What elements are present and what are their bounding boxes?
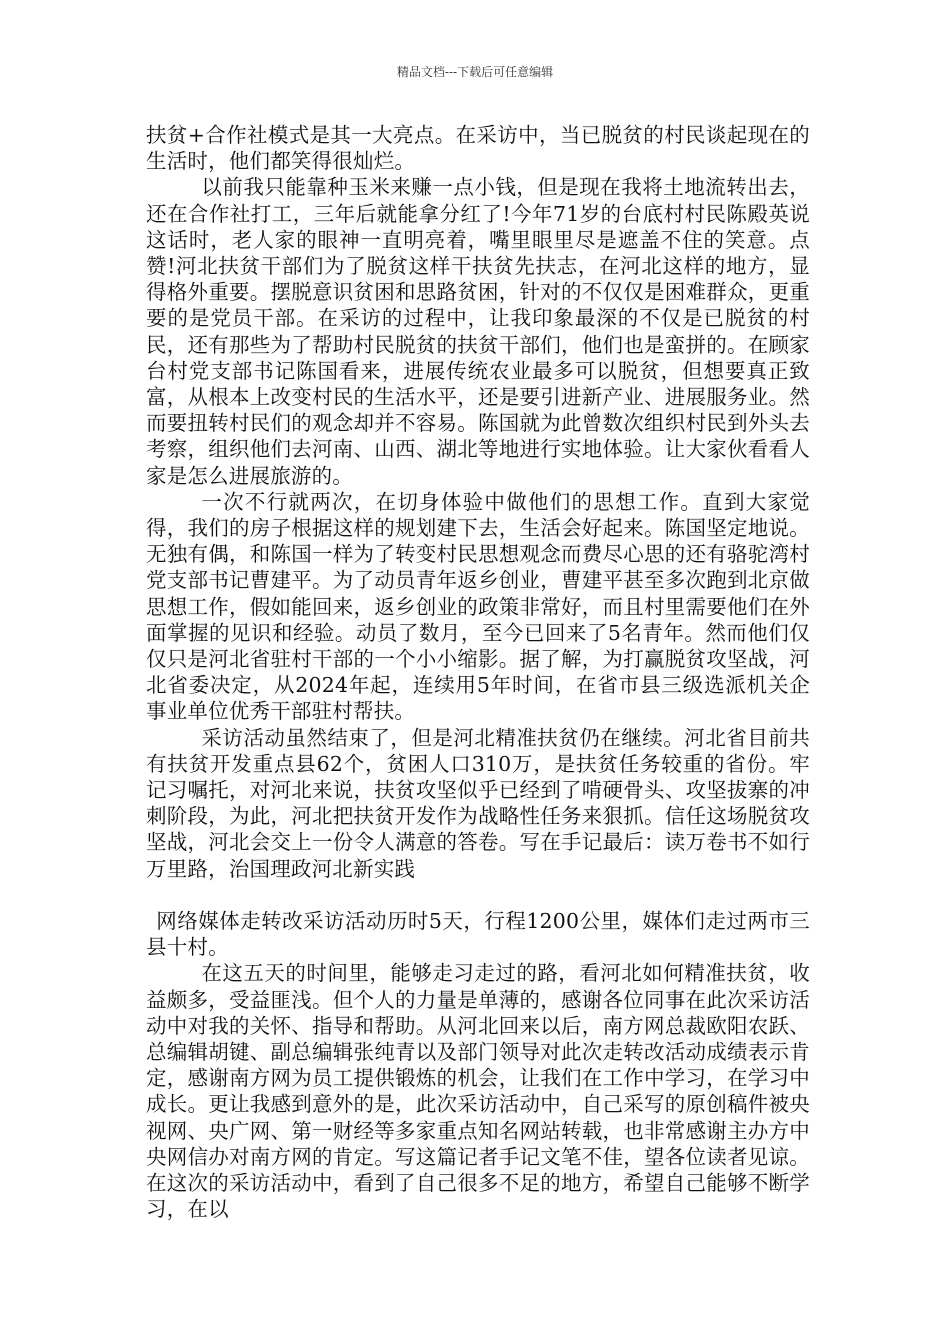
document-header: 精品文档---下载后可任意编辑 [396, 65, 554, 79]
paragraph-1: 扶贫+合作社模式是其一大亮点。在采访中，当已脱贫的村民谈起现在的生活时，他们都笑得很灿烂。 [146, 123, 810, 174]
paragraph-2: 以前我只能靠种玉米来赚一点小钱，但是现在我将土地流转出去，还在合作社打工，三年后就能拿分红了!今年71岁的台底村村民陈殿英说这话时，老人家的眼神一直明亮着，嘴里眼里尽是遮盖不住的笑意。点赞!河北扶贫干部们为了脱贫这样干扶贫先扶志，在河北这样的地方，显得格外重要。摆脱意识贫困和思路贫困，针对的不仅仅是困难群众，更重要的是党员干部。在采访的过程中，让我印象最深的不仅是已脱贫的村民，还有那些为了帮助村民脱贫的扶贫干部们，他们也是蛮拼的。在顾家台村党支部书记陈国看来，进展传统农业最多可以脱贫，但想要真正致富，从根本上改变村民的生活水平，还是要引进新产业、进展服务业。然而要扭转村民们的观念却并不容易。陈国就为此曾数次组织村民到外头去考察，组织他们去河南、山西、湖北等地进行实地体验。让大家伙看看人家是怎么进展旅游的。 [146, 175, 810, 488]
paragraph-3: 一次不行就两次，在切身体验中做他们的思想工作。直到大家觉得，我们的房子根据这样的规划建下去，生活会好起来。陈国坚定地说。无独有偶，和陈国一样为了转变村民思想观念而费尽心思的还有骆驼湾村党支部书记曹建平。为了动员青年返乡创业，曹建平甚至多次跑到北京做思想工作，假如能回来，返乡创业的政策非常好，而且村里需要他们在外面掌握的见识和经验。动员了数月，至今已回来了5名青年。然而他们仅仅只是河北省驻村干部的一个小小缩影。据了解，为打赢脱贫攻坚战，河北省委决定，从2024年起，连续用5年时间，在省市县三级选派机关企事业单位优秀干部驻村帮扶。 [146, 489, 810, 724]
paragraph-4: 采访活动虽然结束了，但是河北精准扶贫仍在继续。河北省目前共有扶贫开发重点县62个，贫困人口310万，是扶贫任务较重的省份。牢记习嘱托，对河北来说，扶贫攻坚似乎已经到了啃硬骨头、攻坚拔寨的冲刺阶段，为此，河北把扶贫开发作为战略性任务来狠抓。信任这场脱贫攻坚战，河北会交上一份令人满意的答卷。写在手记最后：读万卷书不如行万里路，治国理政河北新实践 [146, 725, 810, 881]
paragraph-6: 在这五天的时间里，能够走习走过的路，看河北如何精准扶贫，收益颇多，受益匪浅。但个人的力量是单薄的，感谢各位同事在此次采访活动中对我的关怀、指导和帮助。从河北回来以后，南方网总裁欧阳农跃、总编辑胡键、副总编辑张纯青以及部门领导对此次走转改活动成绩表示肯定，感谢南方网为员工提供锻炼的机会，让我们在工作中学习，在学习中成长。更让我感到意外的是，此次采访活动中，自己采写的原创稿件被央视网、央广网、第一财经等多家重点知名网站转载，也非常感谢主办方中央网信办对南方网的肯定。写这篇记者手记文笔不佳，望各位读者见谅。在这次的采访活动中，看到了自己很多不足的地方，希望自己能够不断学习，在以 [146, 961, 810, 1222]
document-body [146, 122, 810, 1222]
paragraph-5: 网络媒体走转改采访活动历时5天，行程1200公里，媒体们走过两市三县十村。 [146, 908, 810, 960]
